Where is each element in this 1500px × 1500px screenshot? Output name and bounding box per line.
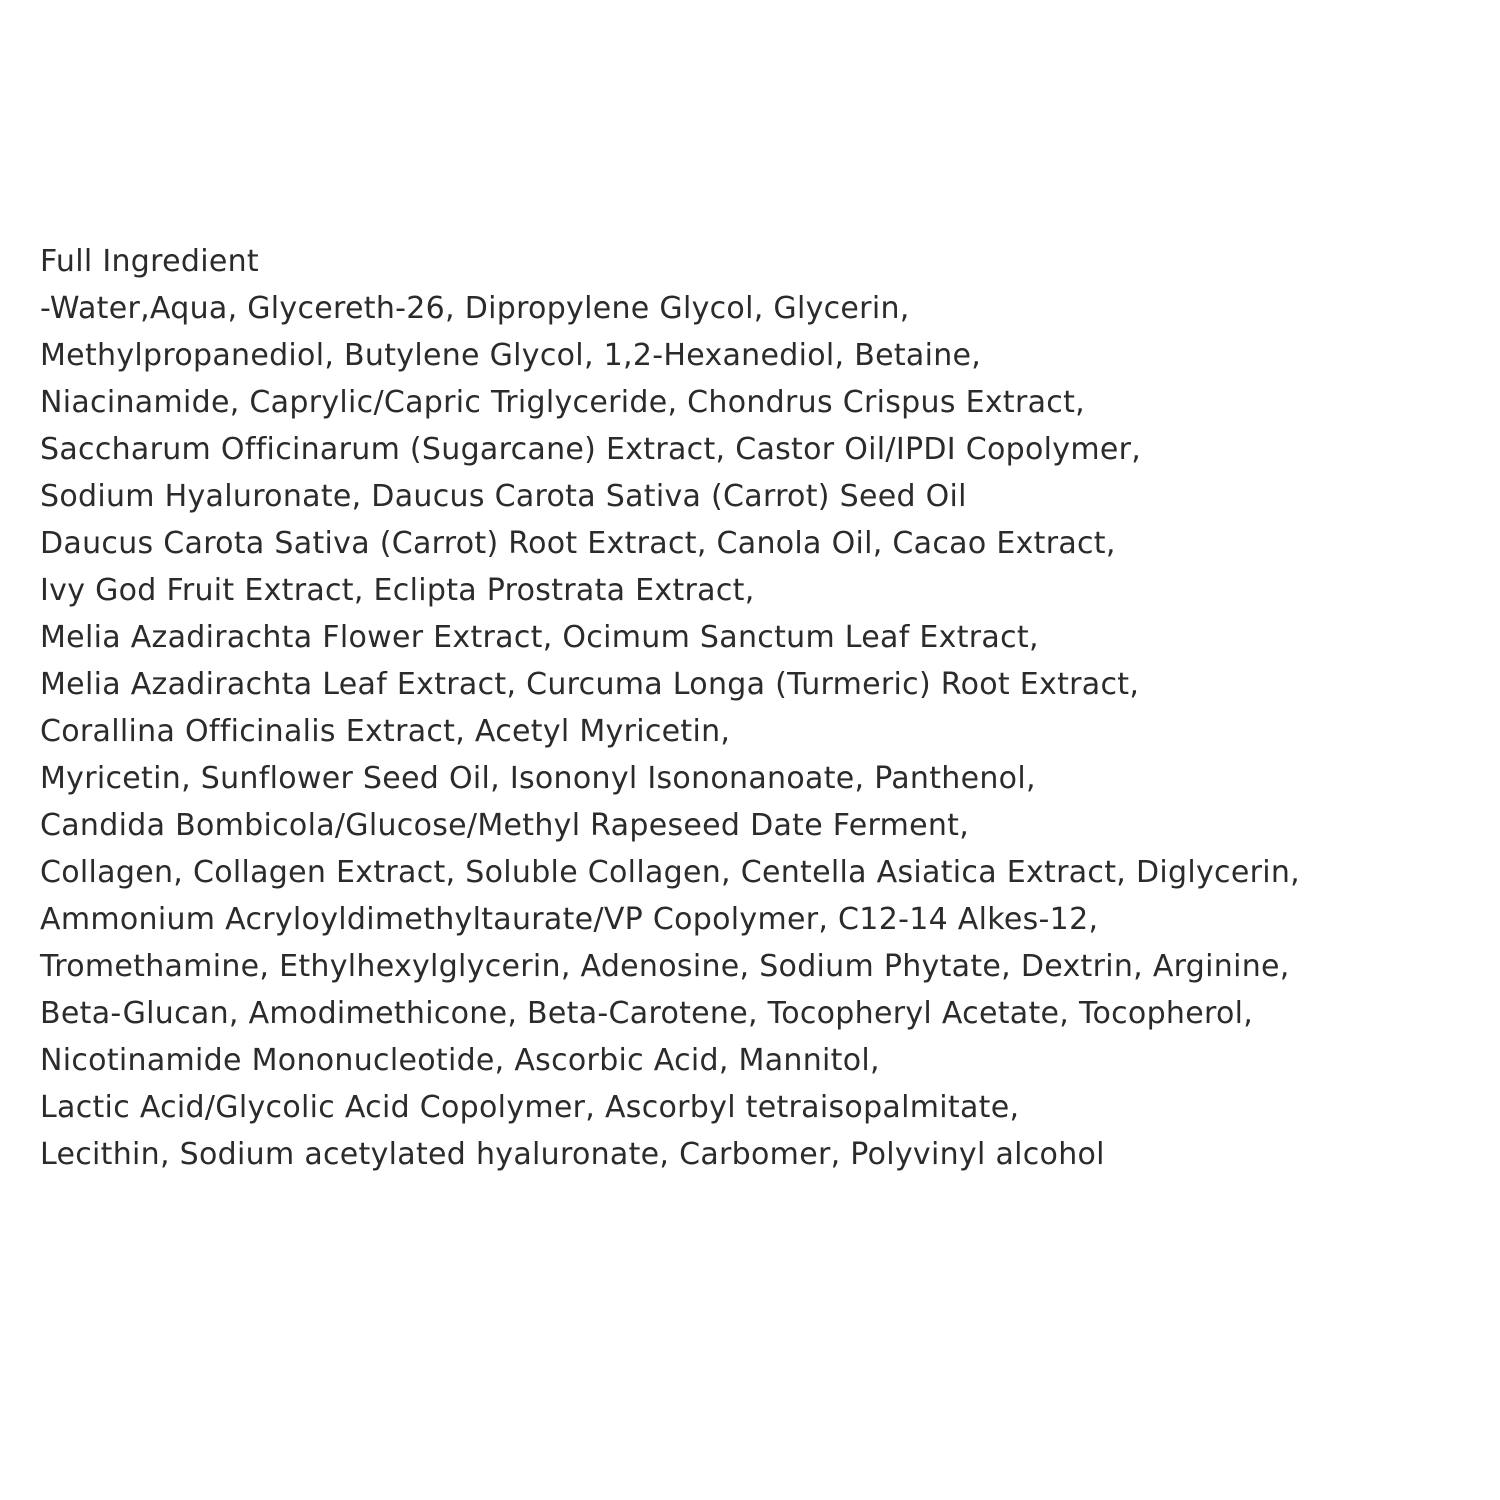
ingredient-line-8: Melia Azadirachta Flower Extract, Ocimum Sanctum Leaf Extract, (40, 620, 1039, 655)
ingredient-line-5: Sodium Hyaluronate, Daucus Carota Sativa (Carrot) Seed Oil (40, 479, 967, 514)
ingredient-line-3: Niacinamide, Caprylic/Capric Triglyceride, Chondrus Crispus Extract, (40, 385, 1085, 420)
ingredient-line-7: Ivy God Fruit Extract, Eclipta Prostrata Extract, (40, 573, 755, 608)
ingredient-line-15: Tromethamine, Ethylhexylglycerin, Adenosine, Sodium Phytate, Dextrin, Arginine, (40, 949, 1290, 984)
ingredient-line-17: Nicotinamide Mononucleotide, Ascorbic Acid, Mannitol, (40, 1043, 880, 1078)
ingredient-line-16: Beta-Glucan, Amodimethicone, Beta-Carotene, Tocopheryl Acetate, Tocopherol, (40, 996, 1254, 1031)
ingredients-panel (40, 238, 1480, 1178)
ingredient-line-4: Saccharum Officinarum (Sugarcane) Extract, Castor Oil/IPDI Copolymer, (40, 432, 1142, 467)
ingredient-line-12: Candida Bombicola/Glucose/Methyl Rapeseed Date Ferment, (40, 808, 970, 843)
ingredient-line-19: Lecithin, Sodium acetylated hyaluronate, Carbomer, Polyvinyl alcohol (40, 1137, 1105, 1172)
ingredient-line-9: Melia Azadirachta Leaf Extract, Curcuma Longa (Turmeric) Root Extract, (40, 667, 1140, 702)
ingredient-line-6: Daucus Carota Sativa (Carrot) Root Extract, Canola Oil, Cacao Extract, (40, 526, 1116, 561)
ingredient-line-10: Corallina Officinalis Extract, Acetyl Myricetin, (40, 714, 731, 749)
ingredient-line-1: -Water,Aqua, Glycereth-26, Dipropylene Glycol, Glycerin, (40, 291, 910, 326)
ingredients-heading: Full Ingredient (40, 244, 259, 279)
ingredient-line-2: Methylpropanediol, Butylene Glycol, 1,2-Hexanediol, Betaine, (40, 338, 982, 373)
ingredient-line-14: Ammonium Acryloyldimethyltaurate/VP Copolymer, C12-14 Alkes-12, (40, 902, 1099, 937)
ingredient-line-13: Collagen, Collagen Extract, Soluble Collagen, Centella Asiatica Extract, Diglycerin, (40, 855, 1300, 890)
ingredient-line-11: Myricetin, Sunflower Seed Oil, Isononyl Isononanoate, Panthenol, (40, 761, 1036, 796)
ingredient-line-18: Lactic Acid/Glycolic Acid Copolymer, Ascorbyl tetraisopalmitate, (40, 1090, 1020, 1125)
